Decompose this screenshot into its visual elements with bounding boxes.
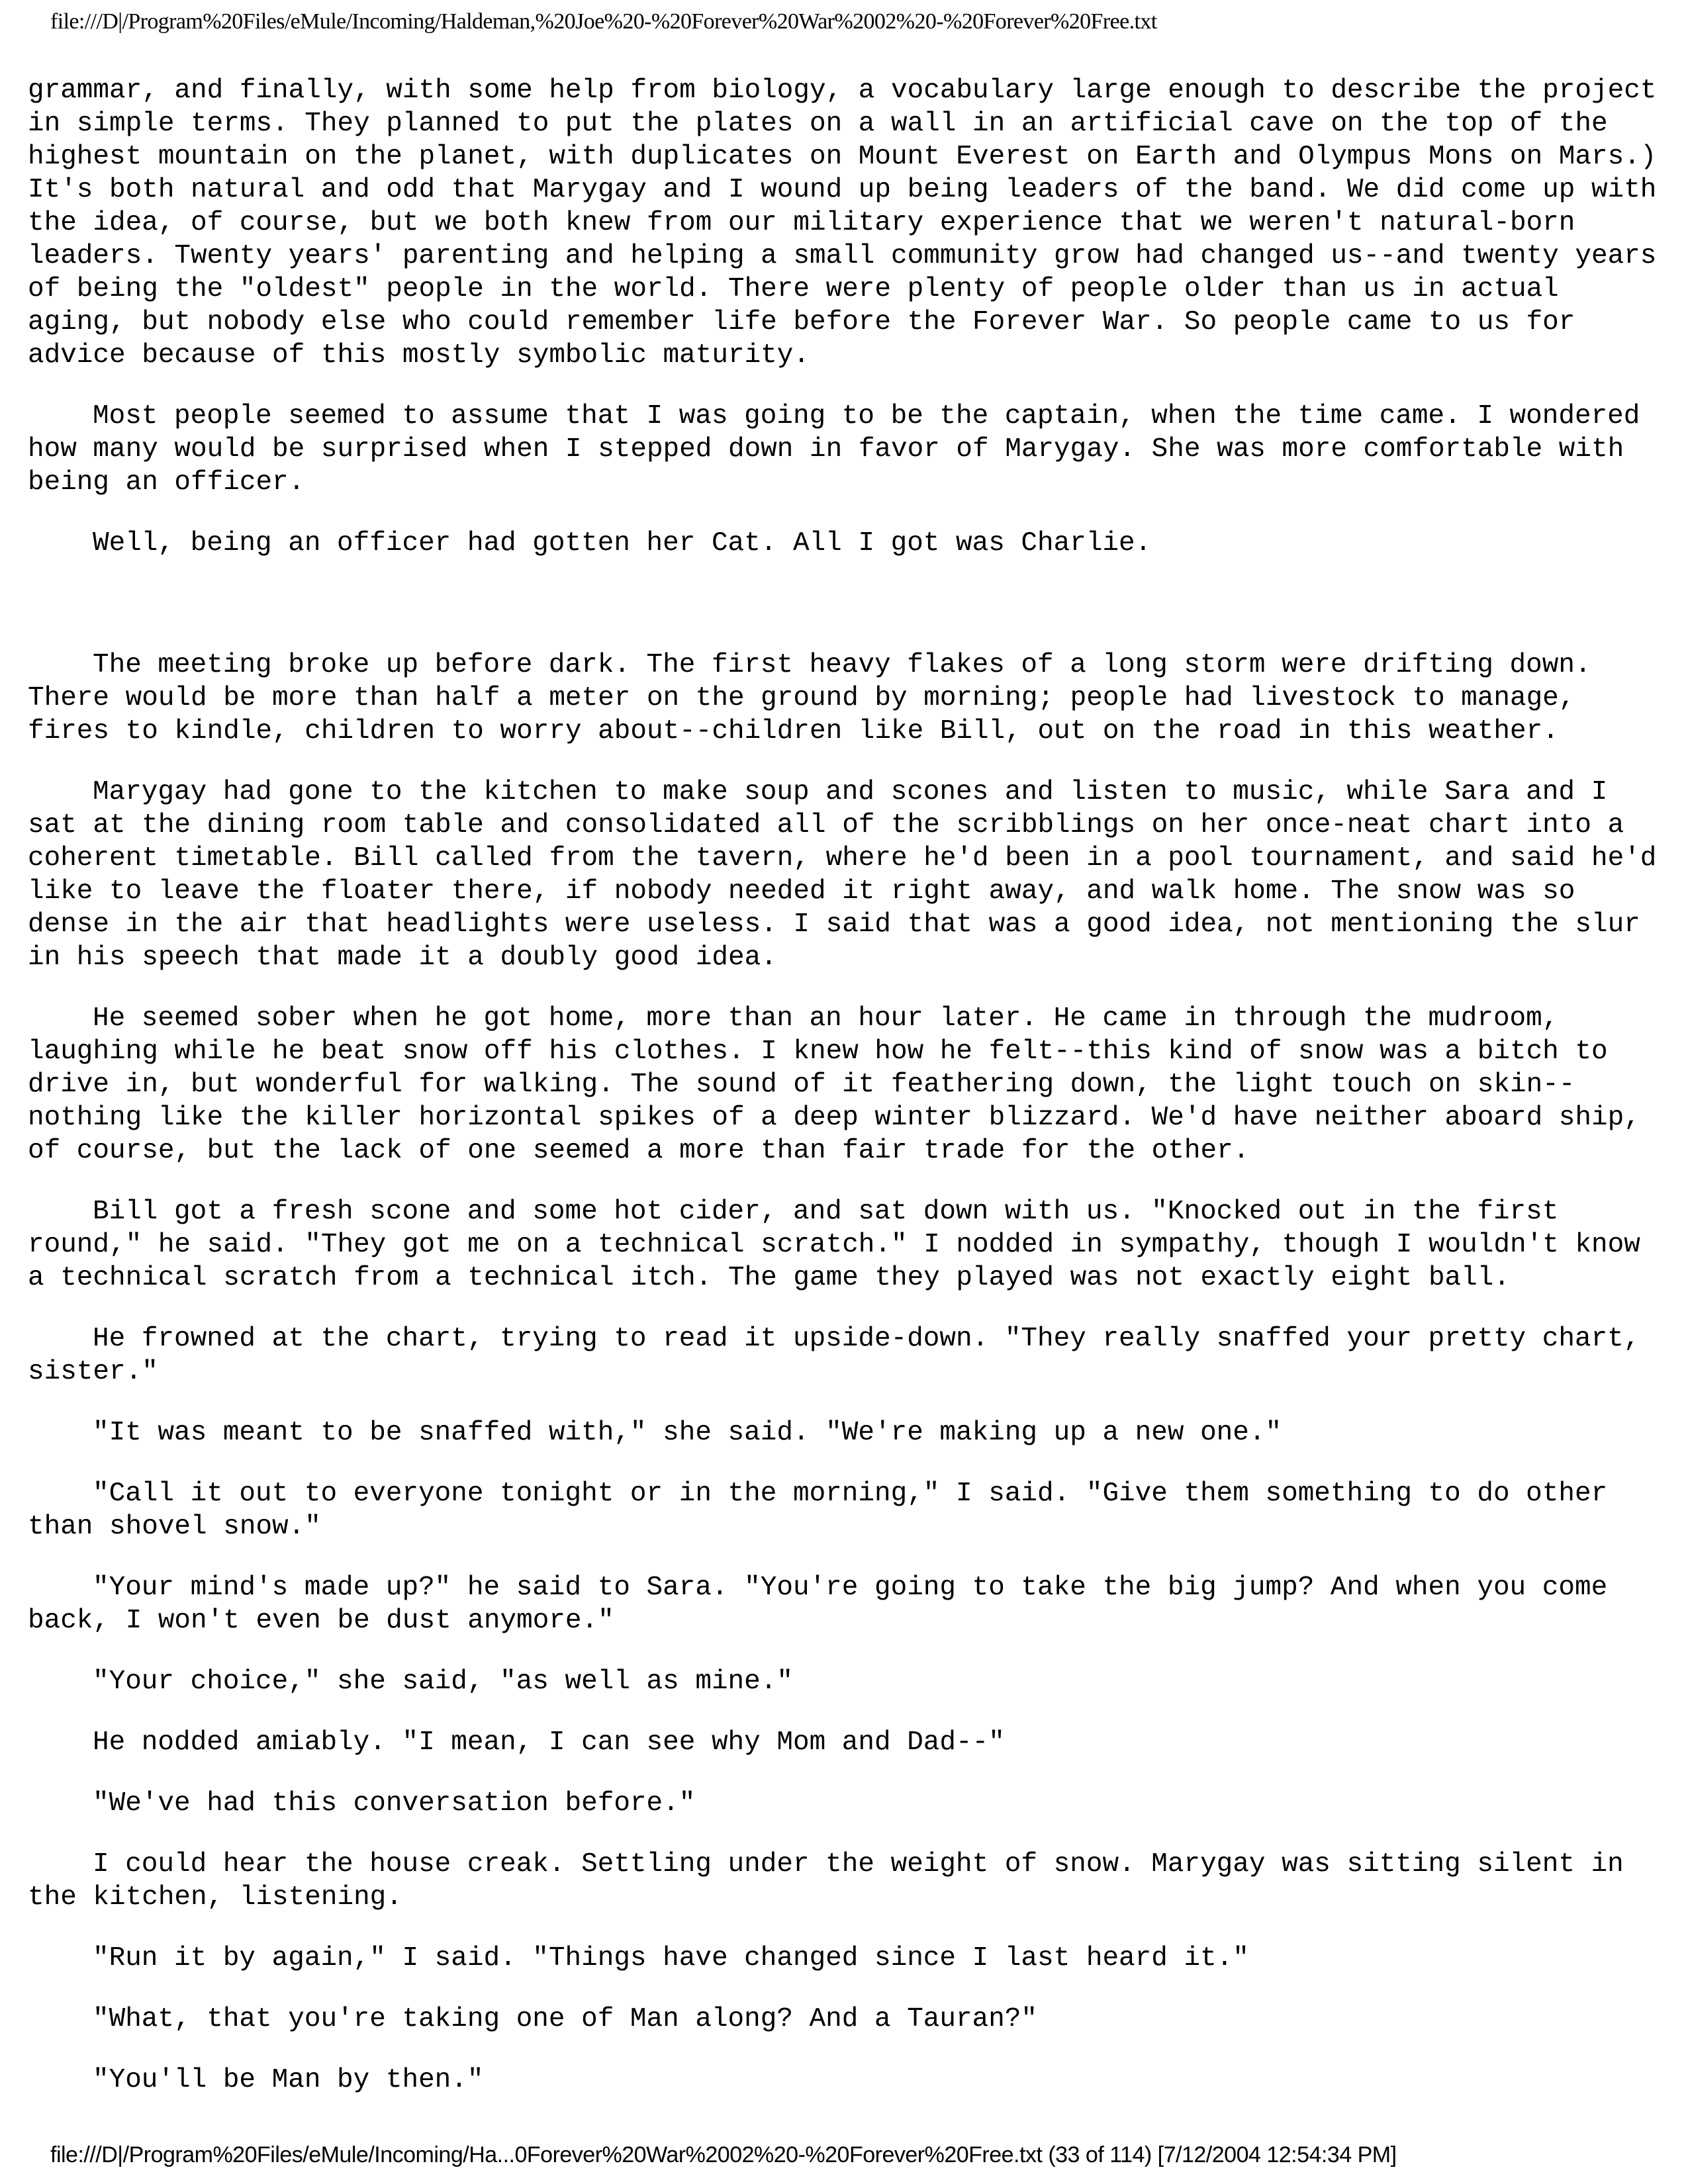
page-footer: file:///D|/Program%20Files/eMule/Incoming/Ha...0Forever%20War%2002%20-%20Forever%20Free.txt (33 of 114) [7/12/2004 12:54:34 PM]	[50, 2142, 1397, 2167]
paragraph: "Run it by again," I said. "Things have changed since I last heard it."	[93, 1943, 1249, 1974]
paragraph: "You'll be Man by then."	[93, 2065, 484, 2095]
paragraph: grammar, and finally, with some help from biology, a vocabulary large enough to describe the project in simple terms. They planned to put the plates on a wall in an artificial cave on the top of the highest mountain on the planet, with duplicates on Mount Everest on Earth and Olympus Mons on Mars.) It's both natural and odd that Marygay and I wound up being leaders of the band. We did come up with the idea, of course, but we both knew from our military experience that we weren't natural-born leaders. Twenty years' parenting and helping a small community grow had changed us--and twenty years of being the "oldest" people in the world. There were plenty of people older than us in actual aging, but nobody else who could remember life before the Forever War. So people came to us for advice because of this mostly symbolic maturity.	[28, 75, 1673, 371]
paragraph: Well, being an officer had gotten her Cat. All I got was Charlie.	[93, 528, 1152, 559]
paragraph: I could hear the house creak. Settling under the weight of snow. Marygay was sitting silent in the kitchen, listening.	[28, 1849, 1640, 1913]
paragraph: Marygay had gone to the kitchen to make soup and scones and listen to music, while Sara and I sat at the dining room table and consolidated all of the scribblings on her once-neat chart into a coherent timetable. Bill called from the tavern, where he'd been in a pool tournament, and said he'd like to leave the floater there, if nobody needed it right away, and walk home. The snow was so dense in the air that headlights were useless. I said that was a good idea, not mentioning the slur in his speech that made it a doubly good idea.	[28, 777, 1673, 973]
paragraph: He frowned at the chart, trying to read it upside-down. "They really snaffed your pretty chart, sister."	[28, 1324, 1656, 1387]
paragraph: "It was meant to be snaffed with," she said. "We're making up a new one."	[93, 1418, 1282, 1448]
paragraph: Most people seemed to assume that I was going to be the captain, when the time came. I wondered how many would be surprised when I stepped down in favor of Marygay. She was more comfortable with being an officer.	[28, 401, 1656, 498]
paragraph: He seemed sober when he got home, more than an hour later. He came in through the mudroom, laughing while he beat snow off his clothes. I knew how he felt--this kind of snow was a bitch to drive in, but wonderful for walking. The sound of it feathering down, the light touch on skin--nothing like the killer horizontal spikes of a deep winter blizzard. We'd have neither aboard ship, of course, but the lack of one seemed a more than fair trade for the other.	[28, 1003, 1657, 1166]
paragraph: The meeting broke up before dark. The first heavy flakes of a long storm were drifting down. There would be more than half a meter on the ground by morning; people had livestock to manage, fires to kindle, children to worry about--children like Bill, out on the road in this weather.	[28, 650, 1608, 747]
paragraph: "Your mind's made up?" he said to Sara. "You're going to take the big jump? And when you come back, I won't even be dust anymore."	[28, 1572, 1624, 1636]
paragraph: "Call it out to everyone tonight or in the morning," I said. "Give them something to do other than shovel snow."	[28, 1479, 1624, 1542]
paragraph: "Your choice," she said, "as well as mine."	[93, 1666, 793, 1697]
paragraph: He nodded amiably. "I mean, I can see why Mom and Dad--"	[93, 1727, 1005, 1758]
paragraph: Bill got a fresh scone and some hot cider, and sat down with us. "Knocked out in the first round," he said. "They got me on a technical scratch." I nodded in sympathy, though I wouldn't know a technical scratch from a technical itch. The game they played was not exactly eight ball.	[28, 1197, 1657, 1293]
page-header-url: file:///D|/Program%20Files/eMule/Incoming/Haldeman,%20Joe%20-%20Forever%20War%2002%20-%20Forever%20Free.txt	[50, 9, 1157, 34]
paragraph: "What, that you're taking one of Man along? And a Tauran?"	[93, 2004, 1038, 2034]
paragraph: "We've had this conversation before."	[93, 1788, 696, 1819]
document-body	[28, 74, 1673, 2124]
